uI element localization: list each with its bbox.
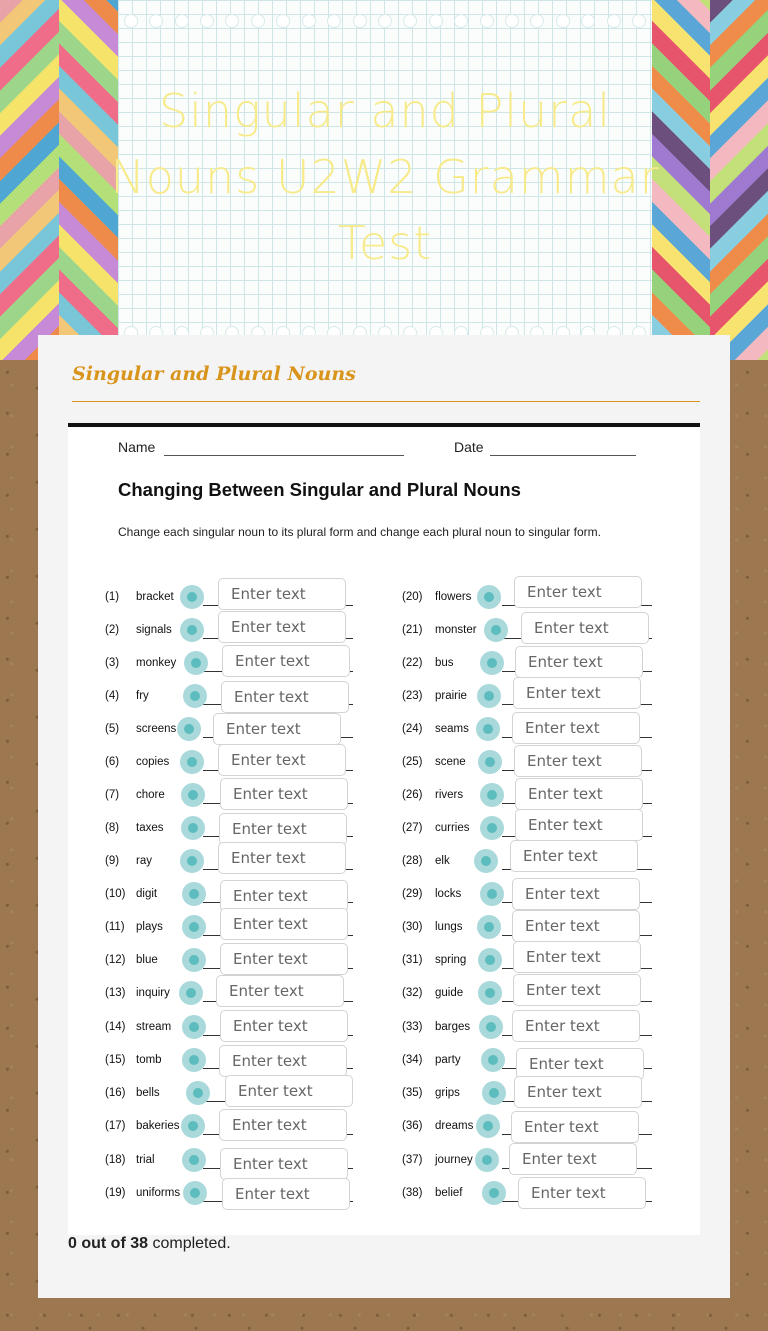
answer-input[interactable]	[512, 910, 640, 942]
item-word: curries	[435, 822, 470, 834]
item-word: monkey	[136, 657, 177, 669]
answer-input[interactable]	[515, 646, 643, 678]
item-word: trial	[136, 1154, 155, 1166]
answer-drag-handle[interactable]	[181, 783, 205, 807]
item-number: (19)	[105, 1187, 126, 1199]
item-number: (7)	[105, 789, 120, 801]
item-word: plays	[136, 921, 163, 933]
item-word: bus	[435, 657, 454, 669]
answer-input[interactable]	[512, 1010, 640, 1042]
answer-input[interactable]	[511, 1111, 639, 1143]
name-label: Name	[118, 439, 156, 455]
answer-input[interactable]	[220, 943, 348, 975]
answer-input[interactable]	[220, 1010, 348, 1042]
item-word: ray	[136, 855, 152, 867]
answer-input[interactable]	[515, 778, 643, 810]
item-number: (4)	[105, 690, 120, 702]
item-word: signals	[136, 624, 172, 636]
item-word: tomb	[136, 1054, 162, 1066]
item-word: inquiry	[136, 987, 170, 999]
paper-holes-top	[118, 12, 652, 30]
answer-input[interactable]	[220, 908, 348, 940]
item-word: scene	[435, 756, 466, 768]
item-number: (27)	[402, 822, 423, 834]
item-number: (6)	[105, 756, 120, 768]
answer-drag-handle[interactable]	[183, 1181, 207, 1205]
item-number: (15)	[105, 1054, 126, 1066]
item-word: spring	[435, 954, 467, 966]
answer-drag-handle[interactable]	[477, 915, 501, 939]
item-number: (34)	[402, 1054, 423, 1066]
item-word: journey	[435, 1154, 473, 1166]
item-number: (30)	[402, 921, 423, 933]
answer-input[interactable]	[221, 681, 349, 713]
item-number: (12)	[105, 954, 126, 966]
answer-drag-handle[interactable]	[180, 849, 204, 873]
answer-drag-handle[interactable]	[476, 1114, 500, 1138]
item-number: (29)	[402, 888, 423, 900]
worksheet-title: Changing Between Singular and Plural Nouns	[118, 479, 521, 500]
item-number: (18)	[105, 1154, 126, 1166]
item-number: (16)	[105, 1087, 126, 1099]
page-title: Singular and Plural Nouns U2W2 Grammar Test	[110, 84, 660, 270]
worksheet-card	[38, 335, 730, 1298]
item-number: (21)	[402, 624, 423, 636]
item-number: (10)	[105, 888, 126, 900]
item-word: grips	[435, 1087, 460, 1099]
item-number: (13)	[105, 987, 126, 999]
answer-input[interactable]	[219, 1109, 347, 1141]
answer-drag-handle[interactable]	[474, 849, 498, 873]
item-word: screens	[136, 723, 177, 735]
item-word: chore	[136, 789, 165, 801]
card-divider	[72, 401, 700, 402]
item-number: (24)	[402, 723, 423, 735]
answer-drag-handle[interactable]	[482, 1181, 506, 1205]
item-word: belief	[435, 1187, 463, 1199]
answer-drag-handle[interactable]	[480, 783, 504, 807]
item-word: dreams	[435, 1120, 474, 1132]
answer-input[interactable]	[509, 1143, 637, 1175]
item-word: stream	[136, 1021, 172, 1033]
card-title: Singular and Plural Nouns	[72, 363, 356, 385]
item-number: (36)	[402, 1120, 423, 1132]
completion-count: 0 out of 38	[68, 1235, 149, 1252]
answer-drag-handle[interactable]	[181, 816, 205, 840]
answer-drag-handle[interactable]	[182, 1048, 206, 1072]
answer-input[interactable]	[510, 840, 638, 872]
answer-drag-handle[interactable]	[182, 948, 206, 972]
item-number: (22)	[402, 657, 423, 669]
date-label: Date	[454, 439, 484, 455]
answer-drag-handle[interactable]	[182, 1148, 206, 1172]
answer-input[interactable]	[514, 576, 642, 608]
item-number: (8)	[105, 822, 120, 834]
item-word: elk	[435, 855, 450, 867]
answer-input[interactable]	[521, 612, 649, 644]
answer-drag-handle[interactable]	[181, 1114, 205, 1138]
item-word: locks	[435, 888, 462, 900]
item-word: rivers	[435, 789, 464, 801]
item-word: lungs	[435, 921, 463, 933]
answer-drag-handle[interactable]	[182, 915, 206, 939]
date-blank	[490, 455, 636, 456]
item-number: (20)	[402, 591, 423, 603]
answer-input[interactable]	[213, 713, 341, 745]
completion-status	[68, 1235, 231, 1253]
item-word: bells	[136, 1087, 160, 1099]
answer-input[interactable]	[222, 645, 350, 677]
answer-drag-handle[interactable]	[475, 1148, 499, 1172]
answer-drag-handle[interactable]	[186, 1081, 210, 1105]
answer-input[interactable]	[218, 842, 346, 874]
answer-input[interactable]	[513, 974, 641, 1006]
item-word: party	[435, 1054, 461, 1066]
answer-drag-handle[interactable]	[479, 1015, 503, 1039]
item-word: digit	[136, 888, 158, 900]
answer-drag-handle[interactable]	[478, 750, 502, 774]
answer-drag-handle[interactable]	[184, 651, 208, 675]
answer-drag-handle[interactable]	[182, 1015, 206, 1039]
item-word: seams	[435, 723, 469, 735]
item-word: guide	[435, 987, 464, 999]
item-number: (28)	[402, 855, 423, 867]
item-number: (9)	[105, 855, 120, 867]
header-graph-paper	[110, 0, 660, 360]
answer-input[interactable]	[218, 578, 346, 610]
item-number: (31)	[402, 954, 423, 966]
item-number: (17)	[105, 1120, 126, 1132]
answer-drag-handle[interactable]	[183, 684, 207, 708]
answer-input[interactable]	[513, 941, 641, 973]
worksheet-instructions: Change each singular noun to its plural form and change each plural noun to singular form.	[118, 525, 601, 539]
answer-drag-handle[interactable]	[182, 882, 206, 906]
item-word: bakeries	[136, 1120, 180, 1132]
answer-drag-handle[interactable]	[477, 684, 501, 708]
answer-drag-handle[interactable]	[179, 981, 203, 1005]
item-number: (26)	[402, 789, 423, 801]
item-word: copies	[136, 756, 170, 768]
answer-input[interactable]	[219, 813, 347, 845]
item-number: (1)	[105, 591, 120, 603]
item-word: barges	[435, 1021, 471, 1033]
answer-drag-handle[interactable]	[180, 750, 204, 774]
answer-input[interactable]	[514, 1076, 642, 1108]
item-number: (35)	[402, 1087, 423, 1099]
answer-drag-handle[interactable]	[482, 1081, 506, 1105]
answer-input[interactable]	[220, 1148, 348, 1180]
item-number: (14)	[105, 1021, 126, 1033]
item-word: fry	[136, 690, 149, 702]
item-word: uniforms	[136, 1187, 181, 1199]
answer-drag-handle[interactable]	[177, 717, 201, 741]
answer-drag-handle[interactable]	[478, 981, 502, 1005]
answer-drag-handle[interactable]	[480, 651, 504, 675]
completion-suffix: completed.	[148, 1235, 231, 1252]
answer-drag-handle[interactable]	[478, 948, 502, 972]
answer-drag-handle[interactable]	[477, 585, 501, 609]
item-word: flowers	[435, 591, 472, 603]
item-number: (25)	[402, 756, 423, 768]
answer-drag-handle[interactable]	[481, 1048, 505, 1072]
item-number: (32)	[402, 987, 423, 999]
answer-input[interactable]	[219, 1045, 347, 1077]
answer-input[interactable]	[513, 677, 641, 709]
answer-input[interactable]	[222, 1178, 350, 1210]
answer-input[interactable]	[225, 1075, 353, 1107]
answer-drag-handle[interactable]	[476, 717, 500, 741]
answer-input[interactable]	[220, 778, 348, 810]
answer-drag-handle[interactable]	[180, 585, 204, 609]
item-word: blue	[136, 954, 158, 966]
item-number: (33)	[402, 1021, 423, 1033]
answer-input[interactable]	[515, 809, 643, 841]
answer-input[interactable]	[518, 1177, 646, 1209]
answer-input[interactable]	[514, 745, 642, 777]
answer-drag-handle[interactable]	[484, 618, 508, 642]
answer-drag-handle[interactable]	[480, 816, 504, 840]
item-number: (5)	[105, 723, 120, 735]
item-number: (38)	[402, 1187, 423, 1199]
item-word: taxes	[136, 822, 164, 834]
answer-drag-handle[interactable]	[180, 618, 204, 642]
item-number: (23)	[402, 690, 423, 702]
answer-input[interactable]	[512, 878, 640, 910]
item-number: (2)	[105, 624, 120, 636]
item-word: prairie	[435, 690, 467, 702]
item-word: bracket	[136, 591, 174, 603]
item-number: (37)	[402, 1154, 423, 1166]
answer-drag-handle[interactable]	[480, 882, 504, 906]
name-blank	[164, 455, 404, 456]
answer-input[interactable]	[218, 744, 346, 776]
item-number: (11)	[105, 921, 125, 933]
answer-input[interactable]	[218, 611, 346, 643]
item-number: (3)	[105, 657, 120, 669]
answer-input[interactable]	[512, 712, 640, 744]
worksheet-image	[68, 423, 700, 1235]
answer-input[interactable]	[216, 975, 344, 1007]
item-word: monster	[435, 624, 477, 636]
